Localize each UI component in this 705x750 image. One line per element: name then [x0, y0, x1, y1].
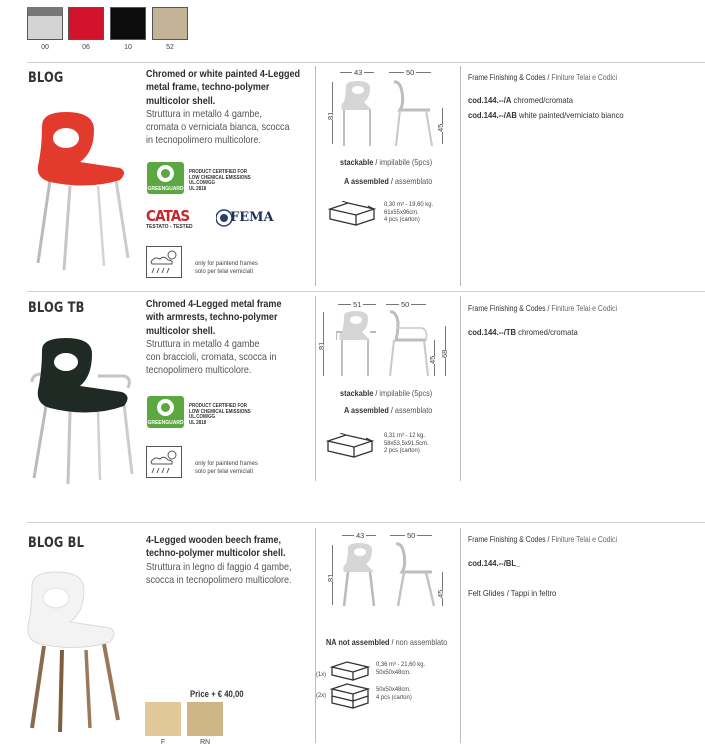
dim-height: 81 [326, 111, 335, 120]
assembly-caption: A assembled / assemblato [344, 405, 433, 415]
dim-height: 81 [326, 573, 335, 582]
product-description [146, 534, 318, 587]
product-description [146, 68, 318, 148]
finish-title: Frame Finishing & Codes / Finiture Telai e Codici [468, 73, 618, 82]
column-divider [315, 66, 316, 286]
desc-it-line: tecnopolimero multicolore. [146, 364, 252, 377]
greenguard-logo: GREENGUARD [147, 396, 184, 428]
price-label: Price + € 40,00 [190, 689, 244, 699]
cert-text: PRODUCT CERTIFIED FOR LOW CHEMICAL EMISSIONS UL.COM/GG UL 2818 [189, 169, 251, 192]
pack-tag: (1x) [316, 671, 327, 678]
dim-depth: 50 [407, 531, 416, 540]
desc-it-line: Struttura in legno di faggio 4 gambe, [146, 560, 292, 573]
desc-en-line: multicolor shell. [146, 94, 216, 107]
greenguard-logo: GREENGUARD [147, 162, 184, 194]
dim-width: 43 [356, 531, 365, 540]
column-divider [460, 66, 461, 286]
dim-depth: 50 [401, 300, 410, 309]
chair-image-white [18, 568, 130, 734]
pack-tag: (2x) [316, 692, 327, 699]
weather-note: only for paintend frames solo per telai verniciati [195, 460, 258, 475]
assembly-caption: NA not assembled / non assemblato [326, 637, 448, 647]
swatch-label: 52 [166, 44, 174, 51]
finish-title: Frame Finishing & Codes / Finiture Telai e Codici [468, 535, 618, 544]
chair-image-black [28, 336, 140, 486]
carton-icon [330, 660, 370, 682]
divider [27, 62, 705, 63]
swatch-label: 06 [82, 44, 90, 51]
product-code: cod.144.--/BL_ [468, 558, 521, 568]
swatch-06[interactable] [68, 7, 104, 40]
dim-width: 43 [354, 68, 363, 77]
packaging-info: 0,36 m³ - 21,60 kg. 50x50x48cm. [376, 661, 426, 676]
cert-text: PRODUCT CERTIFIED FOR LOW CHEMICAL EMISSIONS UL.COM/GG UL 2818 [189, 403, 251, 426]
catas-logo: CATAS TESTATO - TESTED [146, 207, 193, 230]
weather-icon [146, 446, 182, 478]
product-name: BLOG TB [28, 300, 85, 316]
assembly-caption: A assembled / assemblato [344, 176, 433, 186]
wood-swatch-f[interactable] [145, 702, 181, 736]
column-divider [315, 296, 316, 481]
stackable-caption: stackable / impilabile (5pcs) [340, 388, 433, 398]
stackable-caption: stackable / impilabile (5pcs) [340, 157, 433, 167]
finish-title: Frame Finishing & Codes / Finiture Telai e Codici [468, 304, 618, 313]
desc-en-line: techno-polymer multicolor shell. [146, 547, 286, 560]
desc-it-line: con braccioli, cromata, scocca in [146, 351, 277, 364]
weather-note: only for paintend frames solo per telai verniciati [195, 260, 258, 275]
column-divider [460, 528, 461, 743]
glides-note: Felt Glides / Tappi in feltro [468, 588, 557, 598]
swatch-label: 00 [41, 44, 49, 51]
divider [27, 522, 705, 523]
desc-en-line: Chromed or white painted 4-Legged [146, 68, 301, 80]
product-code: cod.144.--/A chromed/cromata [468, 95, 574, 105]
product-description [146, 298, 318, 378]
wood-label: F [160, 739, 166, 746]
swatch-00[interactable] [27, 7, 63, 40]
desc-en-line: multicolor shell. [146, 324, 216, 337]
swatch-label: 10 [124, 44, 132, 51]
swatch-52[interactable] [152, 7, 188, 40]
product-name: BLOG [28, 70, 64, 86]
desc-en-line: metal frame, techno-polymer [146, 81, 270, 94]
packaging-info: 50x50x48cm. 4 pcs (carton) [376, 686, 412, 701]
product-code: cod.144.--/TB chromed/cromata [468, 327, 578, 337]
desc-en-line: with armrests, techno-polymer [146, 311, 278, 324]
dim-seat: 45 [428, 355, 437, 364]
desc-en-line: Chromed 4-Legged metal frame [146, 298, 282, 310]
carton-icon [326, 433, 374, 459]
desc-it-line: Struttura in metallo 4 gambe, [146, 107, 262, 120]
product-name: BLOG BL [28, 535, 85, 551]
desc-it-line: in tecnopolimero multicolore. [146, 134, 261, 147]
dim-seat: 45 [436, 123, 445, 132]
fema-logo: FEMA [216, 208, 272, 233]
dim-width: 51 [353, 300, 362, 309]
product-code: cod.144.--/AB white painted/verniciato bianco [468, 110, 624, 120]
carton-icon [330, 682, 370, 710]
dim-arm: 68 [440, 349, 449, 358]
weather-icon [146, 246, 182, 278]
divider [27, 291, 705, 292]
column-divider [315, 528, 316, 743]
desc-en-line: 4-Legged wooden beech frame, [146, 534, 281, 546]
dim-seat: 45 [436, 589, 445, 598]
dim-depth: 50 [406, 68, 415, 77]
desc-it-line: scocca in tecnopolimero multicolore. [146, 573, 292, 586]
desc-it-line: cromata o verniciata bianca, scocca [146, 121, 290, 134]
dim-height: 81 [317, 341, 326, 350]
wood-swatch-rn[interactable] [187, 702, 223, 736]
column-divider [460, 296, 461, 481]
packaging-info: 0,30 m³ - 19,60 kg. 61x55x96cm. 4 pcs (carton) [384, 201, 434, 223]
chair-image-red [28, 108, 140, 273]
desc-it-line: Struttura in metallo 4 gambe [146, 337, 260, 350]
swatch-10[interactable] [110, 7, 146, 40]
packaging-info: 0,31 m³ - 12 kg. 58x53,5x91,5cm. 2 pcs (carton) [384, 432, 429, 454]
wood-label: RN [199, 739, 211, 746]
carton-icon [328, 201, 376, 227]
